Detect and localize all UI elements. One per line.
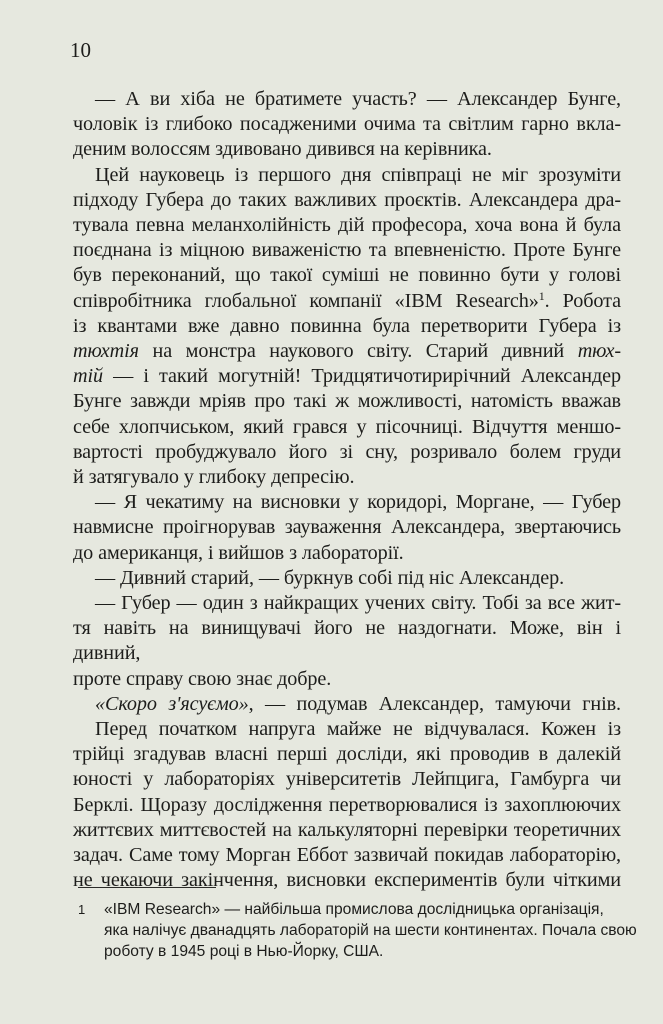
- paragraph-3: [73, 490, 621, 566]
- text-line: чоловік із глибоко посадженими очима та світлим гарно вкла-: [73, 113, 621, 136]
- footnote: [78, 899, 637, 962]
- text-line: — Я чекатиму на висновки у коридорі, Моргане, — Губер: [95, 491, 621, 514]
- text-line: тувала певна меланхолійність дій професора, хоча вона й була: [73, 214, 621, 237]
- text-line: [73, 289, 621, 314]
- text-line: до американця, і вийшов з лабораторії.: [73, 541, 404, 564]
- text-line: — Губер — один з найкращих учених світу. Тобі за все жит-: [95, 592, 621, 615]
- text-line: Перед початком напруга майже не відчувалася. Кожен із: [95, 718, 621, 741]
- text-line: деним волоссям здивовано дивився на керівника.: [73, 138, 492, 161]
- footnote-divider: [78, 887, 216, 888]
- text-line: [73, 364, 621, 389]
- text-segment: співробітника глобальної компанії «IBM Research»: [73, 289, 539, 312]
- italic-word: тюхтія: [73, 340, 139, 363]
- text-line: підходу Губера до таких важливих проєктів. Александера дра-: [73, 188, 621, 211]
- italic-quote: «Скоро з'ясуємо»: [95, 692, 249, 715]
- text-line: [73, 692, 621, 717]
- text-line: не чекаючи закінчення, висновки експериментів були чіткими: [73, 869, 621, 892]
- paragraph-4: [73, 566, 621, 591]
- text-line: Бунге завжди мріяв про такі ж можливості, натомість вважав: [73, 390, 621, 413]
- text-segment: . Робота: [544, 289, 621, 312]
- paragraph-1: [73, 87, 621, 163]
- text-line: проте справу свою знає добре.: [73, 667, 332, 690]
- footnote-text: [104, 899, 637, 962]
- text-segment: — і такий могутній! Тридцятичотирирічний Александер: [102, 365, 621, 388]
- text-line: [73, 339, 621, 364]
- footnote-line: яка налічує дванадцять лабораторій на шести континентах. Почала свою: [104, 922, 637, 939]
- italic-word: тій: [73, 365, 103, 388]
- text-line: навмисне проігнорував зауваження Александера, звертаючись: [73, 516, 621, 539]
- text-line: трійці згадував власні перші досліди, які проводив в далекій: [73, 743, 621, 766]
- footnote-mark: 1: [78, 902, 86, 917]
- paragraph-7: [73, 717, 621, 893]
- paragraph-5: [73, 591, 621, 692]
- text-line: життєвих миттєвостей на калькуляторні перевірки теоретичних: [73, 818, 621, 841]
- text-line: поєднана із міцною виваженістю та впевненістю. Проте Бунге: [73, 239, 621, 262]
- text-line: й затягувало у глибоку депресію.: [73, 466, 355, 489]
- text-segment: на монстра наукового світу. Старий дивний: [138, 340, 578, 363]
- paragraph-6: [73, 692, 621, 717]
- footnote-line: «IBM Research» — найбільша промислова дослідницька організація,: [104, 901, 604, 918]
- text-line: Цей науковець із першого дня співпраці не міг зрозуміти: [95, 163, 621, 186]
- text-line: тя навіть на винищувачі його не наздогнати. Може, він і дивний,: [73, 617, 621, 665]
- text-line: Берклі. Щоразу дослідження перетворювалися із захоплюючих: [73, 793, 621, 816]
- text-line: себе хлопчиськом, який грався у пісочниці. Відчуття меншо-: [73, 415, 621, 438]
- text-line: — А ви хіба не братимете участь? — Александер Бунге,: [95, 88, 621, 110]
- text-line: із квантами вже давно повинна була перетворити Губера із: [73, 314, 621, 337]
- main-text: [73, 87, 621, 894]
- footnote-reference: 1: [538, 288, 545, 303]
- text-line: вартості пробуджувало його зі сну, розривало болем груди: [73, 440, 621, 463]
- page-number: 10: [70, 38, 91, 62]
- text-line: — Дивний старий, — буркнув собі під ніс Александер.: [95, 566, 565, 589]
- text-line: був переконаний, що такої суміші не повинно бути у голові: [73, 264, 621, 287]
- text-line: задач. Саме тому Морган Еббот зазвичай покидав лабораторію,: [73, 844, 621, 867]
- paragraph-2: [73, 163, 621, 491]
- italic-word: тюх-: [577, 340, 621, 363]
- text-segment: , — подумав Александер, тамуючи гнів.: [248, 692, 621, 715]
- footnote-line: роботу в 1945 році в Нью-Йорку, США.: [104, 943, 384, 960]
- text-line: юності у лабораторіях університетів Лейпцига, Гамбурга чи: [73, 768, 621, 791]
